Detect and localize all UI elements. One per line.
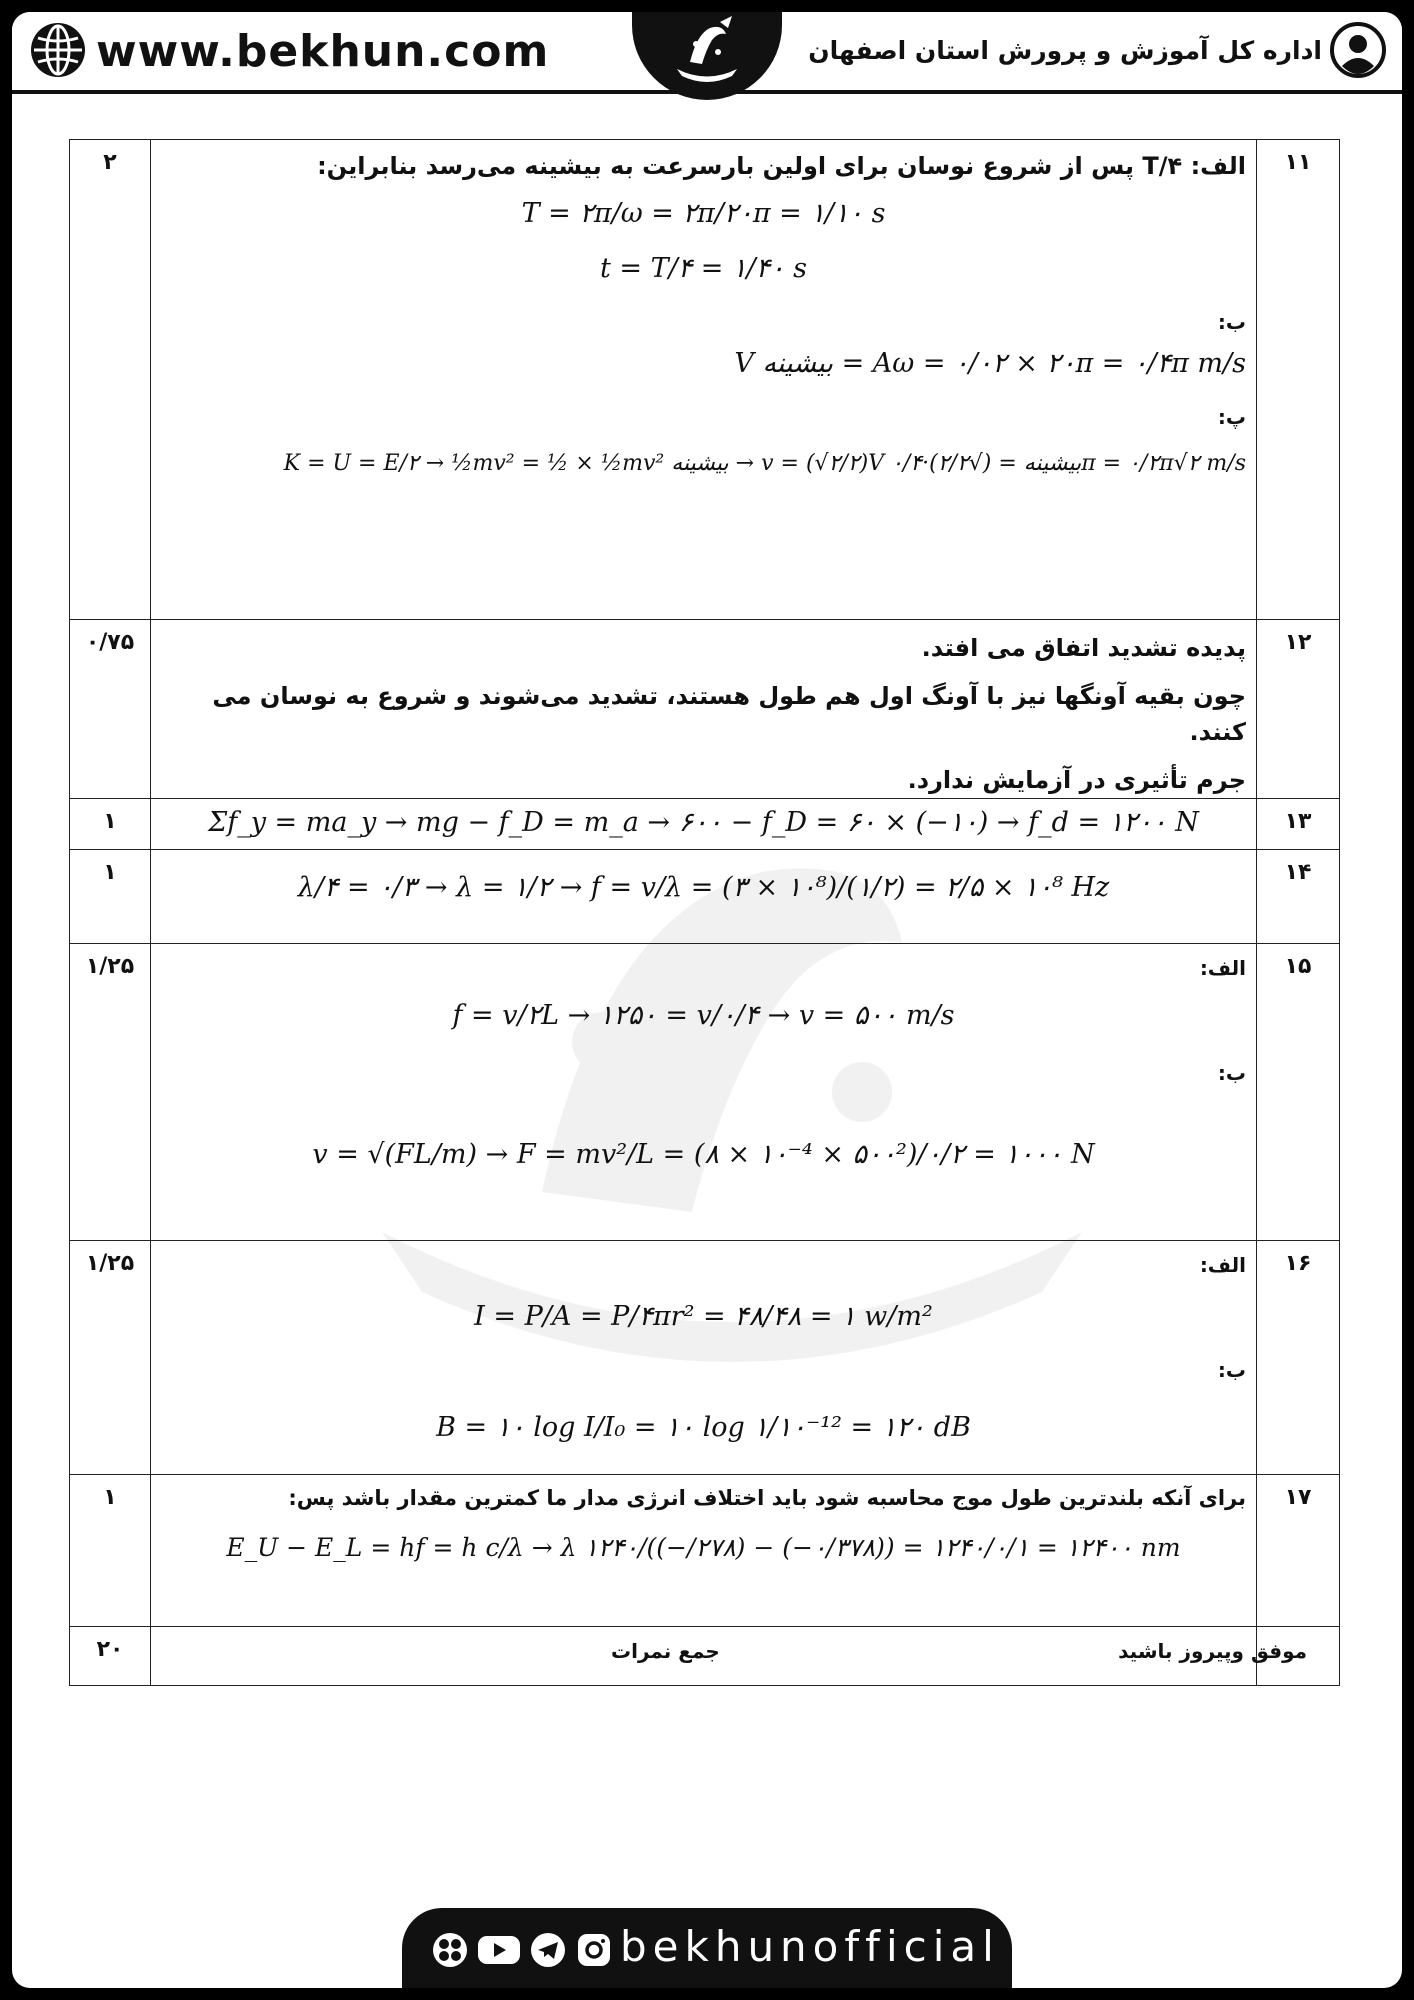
table-row: [70, 944, 1340, 1241]
equation: B = ۱۰ log I/I₀ = ۱۰ log ۱/۱۰⁻¹² = ۱۲۰ dB: [436, 1412, 971, 1443]
wish-text: موفق وپیروز باشید: [1118, 1639, 1307, 1663]
answer-cell: [151, 944, 1257, 1241]
question-number: ۱۷: [1257, 1475, 1340, 1627]
answer-text: برای آنکه بلندترین طول موج محاسبه شود باید اختلاف انرژی مدار ما کمترین مقدار باشد پس:: [288, 1486, 1246, 1510]
answer-text: پدیده تشدید اتفاق می افتد.: [921, 634, 1246, 662]
question-number: ۱۵: [1257, 944, 1340, 1241]
total-cell: [151, 1627, 1257, 1686]
part-label: ب:: [1217, 1358, 1246, 1382]
equation: f = v/۲L → ۱۲۵۰ = v/۰/۴ → v = ۵۰۰ m/s: [452, 1000, 955, 1031]
part-label: ب:: [1217, 1061, 1246, 1085]
part-label: الف:: [1199, 1253, 1246, 1277]
social-icons: [430, 1930, 620, 1974]
youtube-icon[interactable]: [478, 1936, 520, 1964]
table-row: [70, 850, 1340, 944]
table-row: [70, 1241, 1340, 1475]
answer-text: چون بقیه آونگها نیز با آونگ اول هم طول هستند، تشدید می‌شوند و شروع به نوسان می کنند.: [212, 682, 1246, 746]
equation: E_U − E_L = hf = h c/λ → λ ۱۲۴۰/((−/۲۷۸) − (−۰/۳۷۸)) = ۱۲۴۰/۰/۱ = ۱۲۴۰۰ nm: [226, 1532, 1181, 1562]
answer-text: جرم تأثیری در آزمایش ندارد.: [907, 766, 1246, 794]
equation: Σf_y = ma_y → mg − f_D = m_a → ۶۰۰ − f_D = ۶۰ × (−۱۰) → f_d = ۱۲۰۰ N: [208, 807, 1199, 838]
wish-cell: [1118, 1627, 1340, 1686]
question-number: ۱۳: [1257, 799, 1340, 850]
user-icon: [1328, 20, 1388, 80]
equation: K = U = E/۲ → ½mv² = ½ × ½mv² بیشینه → v = (√۲/۲)V بیشینه = (√۲/۲)·۰/۴π = ۰/۲π√۲ m/s: [283, 451, 1246, 476]
equation: λ/۴ = ۰/۳ → λ = ۱/۲ → f = v/λ = (۳ × ۱۰⁸)/(۱/۲) = ۲/۵ × ۱۰⁸ Hz: [297, 872, 1110, 903]
header-bar: [12, 12, 1402, 94]
telegram-icon[interactable]: [531, 1933, 565, 1967]
equation: t = T/۴ = ۱/۴۰ s: [599, 253, 808, 284]
score-cell: ۱: [70, 850, 151, 944]
table-row: [70, 799, 1340, 850]
score-cell: ۰/۷۵: [70, 620, 151, 799]
answer-cell: [151, 850, 1257, 944]
table-row: [70, 140, 1340, 620]
equation: V بیشینه = Aω = ۰/۰۲ × ۲۰π = ۰/۴π m/s: [734, 348, 1246, 379]
total-label: جمع نمرات: [611, 1639, 720, 1663]
question-number: ۱۲: [1257, 620, 1340, 799]
answer-sheet-page: [12, 12, 1402, 1988]
answer-table: [69, 139, 1340, 1686]
score-cell: ۱/۲۵: [70, 944, 151, 1241]
answer-cell: [151, 1241, 1257, 1475]
equation: v = √(FL/m) → F = mv²/L = (۸ × ۱۰⁻⁴ × ۵۰۰²)/۰/۲ = ۱۰۰۰ N: [312, 1139, 1095, 1170]
equation: I = P/A = P/۴πr² = ۴۸/۴۸ = ۱ w/m²: [474, 1301, 933, 1332]
organization-title: اداره کل آموزش و پرورش استان اصفهان: [808, 36, 1322, 65]
question-number: ۱۱: [1257, 140, 1340, 620]
aparat-icon[interactable]: [433, 1933, 467, 1967]
footer-bar: [402, 1908, 1012, 1988]
part-label: الف:: [1199, 956, 1246, 980]
bekhun-logo-icon: [662, 14, 752, 92]
site-url[interactable]: www.bekhun.com: [96, 26, 550, 77]
answer-text: الف: T/۴ پس از شروع نوسان برای اولین بارسرعت به بیشینه می‌رسد بنابراین:: [317, 152, 1246, 180]
equation: T = ۲π/ω = ۲π/۲۰π = ۱/۱۰ s: [521, 198, 886, 229]
score-cell: ۲: [70, 140, 151, 620]
answer-cell: [151, 1475, 1257, 1627]
answer-cell: [151, 620, 1257, 799]
question-number: ۱۶: [1257, 1241, 1340, 1475]
part-label: پ:: [1217, 405, 1246, 429]
table-row: [70, 620, 1340, 799]
part-label: ب:: [1217, 310, 1246, 334]
answer-cell: [151, 799, 1257, 850]
instagram-icon[interactable]: [578, 1934, 610, 1966]
score-cell: ۱/۲۵: [70, 1241, 151, 1475]
table-row: [70, 1475, 1340, 1627]
bekhun-logo: [632, 12, 782, 100]
social-handle[interactable]: bekhunofficial: [620, 1922, 1000, 1971]
total-score: ۲۰: [70, 1627, 151, 1686]
globe-icon: [28, 20, 88, 80]
question-number: ۱۴: [1257, 850, 1340, 944]
total-row: [70, 1627, 1340, 1686]
answer-cell: [151, 140, 1257, 620]
score-cell: ۱: [70, 1475, 151, 1627]
score-cell: ۱: [70, 799, 151, 850]
